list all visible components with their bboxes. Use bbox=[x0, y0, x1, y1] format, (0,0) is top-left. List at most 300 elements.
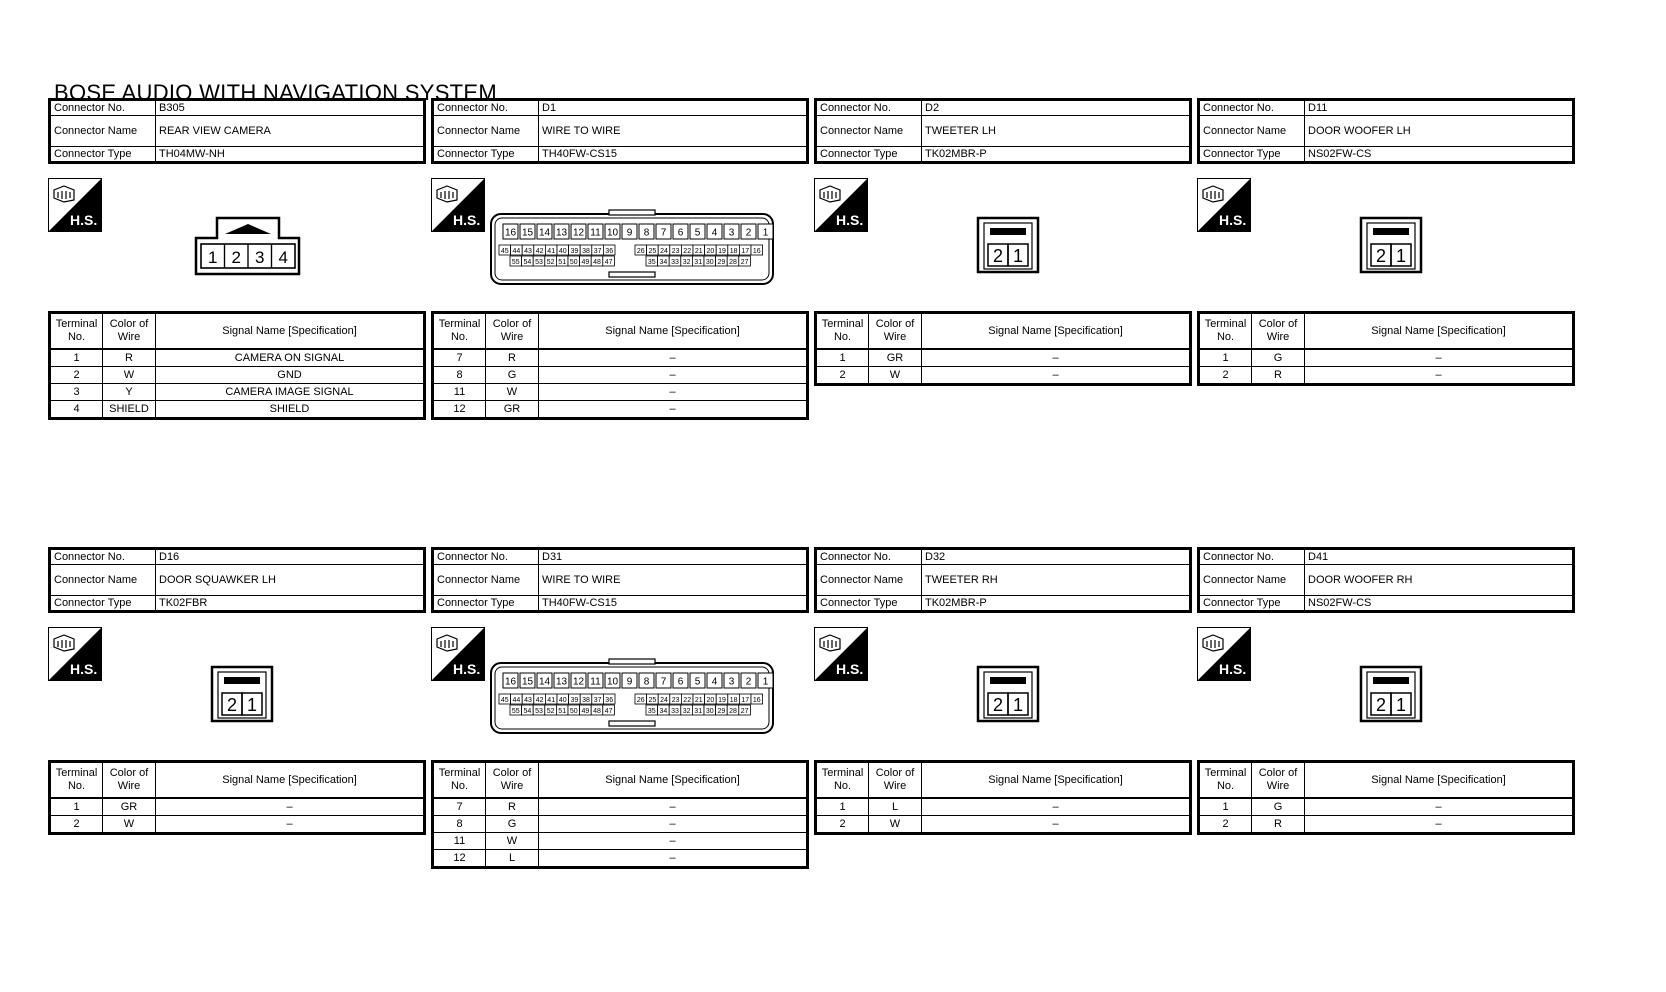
pin-number: 36 bbox=[605, 248, 614, 255]
signal-name: – bbox=[539, 833, 808, 850]
wire-color: G bbox=[1252, 349, 1305, 367]
pin-number: 48 bbox=[593, 259, 601, 266]
table-row bbox=[433, 833, 808, 850]
terminal-number: 8 bbox=[433, 816, 486, 833]
hs-label: H.S. bbox=[836, 661, 864, 677]
connector-2pin-face-diagram bbox=[1359, 665, 1423, 725]
pin-number: 11 bbox=[590, 227, 601, 239]
connector-2pin-face-diagram bbox=[976, 216, 1040, 276]
signal-name: CAMERA ON SIGNAL bbox=[156, 349, 425, 367]
terminal-no-header: Terminal No. bbox=[50, 313, 103, 350]
wire-color: W bbox=[103, 816, 156, 834]
wire-color: GR bbox=[103, 798, 156, 816]
color-of-wire-header: Color of Wire bbox=[1252, 762, 1305, 799]
pin-number: 48 bbox=[593, 708, 601, 715]
pin-number: 21 bbox=[694, 248, 703, 255]
connector-name-value: WIRE TO WIRE bbox=[539, 565, 808, 596]
connector-number-value: D31 bbox=[539, 549, 808, 565]
connector-type-label: Connector Type bbox=[1199, 147, 1305, 163]
pin-number: 53 bbox=[535, 708, 543, 715]
connector-type-label: Connector Type bbox=[816, 596, 922, 612]
pin-number: 28 bbox=[729, 259, 737, 266]
pin-number: 32 bbox=[682, 259, 691, 266]
pin-number: 45 bbox=[500, 248, 509, 255]
table-row bbox=[816, 349, 1191, 367]
connector-type-value: TK02FBR bbox=[156, 596, 425, 612]
connector-type-value: NS02FW-CS bbox=[1305, 596, 1574, 612]
signal-name: – bbox=[922, 798, 1191, 816]
connector-number-label: Connector No. bbox=[50, 100, 156, 116]
connector-number-label: Connector No. bbox=[1199, 100, 1305, 116]
color-of-wire-header: Color of Wire bbox=[869, 313, 922, 350]
terminal-table bbox=[1197, 311, 1575, 386]
connector-block bbox=[1197, 98, 1575, 388]
pin-number: 42 bbox=[535, 697, 544, 704]
connector-info-table bbox=[48, 547, 426, 613]
pin-number: 16 bbox=[504, 676, 517, 688]
connector-type-label: Connector Type bbox=[816, 147, 922, 163]
connector-number-label: Connector No. bbox=[50, 549, 156, 565]
connector-type-value: TH04MW-NH bbox=[156, 147, 425, 163]
terminal-table bbox=[1197, 760, 1575, 835]
terminal-number: 7 bbox=[433, 798, 486, 816]
pin-number: 13 bbox=[555, 227, 568, 239]
connector-info-table bbox=[1197, 547, 1575, 613]
pin-number: 2 bbox=[1375, 695, 1387, 715]
terminal-number: 8 bbox=[433, 367, 486, 384]
wire-color: SHIELD bbox=[103, 401, 156, 419]
pin-number: 37 bbox=[593, 697, 602, 704]
pin-number: 28 bbox=[729, 708, 737, 715]
pin-number: 1 bbox=[1012, 246, 1024, 266]
signal-name-header: Signal Name [Specification] bbox=[922, 762, 1191, 799]
pin-number: 34 bbox=[659, 708, 668, 715]
pin-number: 6 bbox=[677, 676, 684, 688]
table-row bbox=[50, 367, 425, 384]
terminal-number: 12 bbox=[433, 850, 486, 868]
signal-name-header: Signal Name [Specification] bbox=[1305, 313, 1574, 350]
pin-number: 31 bbox=[694, 708, 703, 715]
wire-color: R bbox=[486, 349, 539, 367]
pin-number: 44 bbox=[512, 697, 521, 704]
connector-number-label: Connector No. bbox=[1199, 549, 1305, 565]
wire-color: W bbox=[869, 816, 922, 834]
pin-number: 54 bbox=[523, 708, 532, 715]
connector-2pin-face-diagram bbox=[976, 665, 1040, 725]
pin-number: 53 bbox=[535, 259, 543, 266]
terminal-no-header: Terminal No. bbox=[50, 762, 103, 799]
pin-number: 14 bbox=[538, 676, 551, 688]
pin-number: 24 bbox=[660, 248, 668, 255]
connector-name-value: WIRE TO WIRE bbox=[539, 116, 808, 147]
hs-harness-side-icon bbox=[431, 178, 485, 232]
pin-number: 2 bbox=[745, 676, 752, 688]
pin-number: 52 bbox=[546, 708, 555, 715]
wire-color: W bbox=[103, 367, 156, 384]
pin-number: 10 bbox=[606, 227, 619, 239]
connector-number-value: B305 bbox=[156, 100, 425, 116]
pin-number: 9 bbox=[626, 227, 633, 239]
pin-number: 31 bbox=[694, 259, 703, 266]
pin-number: 50 bbox=[569, 259, 578, 266]
connector-block bbox=[814, 98, 1192, 388]
table-row bbox=[433, 798, 808, 816]
connector-block bbox=[431, 98, 809, 415]
hs-harness-side-icon bbox=[431, 627, 485, 681]
pin-number: 21 bbox=[694, 697, 703, 704]
table-row bbox=[1199, 816, 1574, 834]
connector-2pin-face-diagram bbox=[1359, 216, 1423, 276]
pin-number: 43 bbox=[524, 248, 532, 255]
terminal-table bbox=[431, 311, 809, 420]
connector-type-label: Connector Type bbox=[433, 147, 539, 163]
pin-number: 27 bbox=[740, 708, 749, 715]
pin-number: 16 bbox=[752, 248, 761, 255]
pin-number: 49 bbox=[581, 708, 590, 715]
table-row bbox=[816, 798, 1191, 816]
pin-number: 2 bbox=[226, 695, 238, 715]
pin-number: 33 bbox=[671, 708, 679, 715]
pin-number: 51 bbox=[558, 708, 567, 715]
terminal-table bbox=[814, 311, 1192, 386]
wire-color: L bbox=[486, 850, 539, 868]
table-row bbox=[433, 349, 808, 367]
pin-number: 55 bbox=[511, 259, 520, 266]
pin-number: 44 bbox=[512, 248, 521, 255]
pin-number: 15 bbox=[521, 227, 534, 239]
terminal-no-header: Terminal No. bbox=[816, 313, 869, 350]
connector-number-value: D11 bbox=[1305, 100, 1574, 116]
connector-4pin-face-diagram bbox=[193, 216, 303, 278]
terminal-number: 1 bbox=[50, 798, 103, 816]
pin-number: 8 bbox=[643, 227, 650, 239]
wire-color: W bbox=[486, 384, 539, 401]
hs-label: H.S. bbox=[453, 661, 481, 677]
signal-name: – bbox=[539, 850, 808, 868]
connector-40pin-face-diagram bbox=[489, 657, 779, 737]
table-row bbox=[50, 384, 425, 401]
terminal-number: 1 bbox=[50, 349, 103, 367]
signal-name: – bbox=[1305, 816, 1574, 834]
pin-number: 4 bbox=[711, 676, 718, 688]
connector-block bbox=[48, 547, 426, 837]
pin-number: 4 bbox=[278, 248, 288, 267]
connector-info-table bbox=[431, 98, 809, 164]
terminal-no-header: Terminal No. bbox=[1199, 762, 1252, 799]
connector-type-value: TK02MBR-P bbox=[922, 147, 1191, 163]
connector-info-table bbox=[814, 547, 1192, 613]
connector-number-value: D41 bbox=[1305, 549, 1574, 565]
connector-name-value: DOOR WOOFER LH bbox=[1305, 116, 1574, 147]
terminal-number: 1 bbox=[816, 798, 869, 816]
pin-number: 2 bbox=[992, 695, 1004, 715]
connector-2pin-face-diagram bbox=[210, 665, 274, 725]
signal-name: – bbox=[539, 798, 808, 816]
pin-number: 20 bbox=[706, 697, 715, 704]
pin-number: 18 bbox=[729, 248, 738, 255]
hs-label: H.S. bbox=[1219, 212, 1247, 228]
signal-name-header: Signal Name [Specification] bbox=[156, 762, 425, 799]
wire-color: GR bbox=[869, 349, 922, 367]
hs-harness-side-icon bbox=[814, 627, 868, 681]
pin-number: 6 bbox=[677, 227, 684, 239]
pin-number: 1 bbox=[762, 227, 769, 239]
terminal-table bbox=[431, 760, 809, 869]
connector-name-label: Connector Name bbox=[50, 116, 156, 147]
hs-label: H.S. bbox=[1219, 661, 1247, 677]
pin-number: 16 bbox=[504, 227, 517, 239]
connector-number-label: Connector No. bbox=[816, 100, 922, 116]
pin-number: 30 bbox=[705, 259, 714, 266]
pin-number: 23 bbox=[671, 697, 680, 704]
pin-number: 43 bbox=[524, 697, 532, 704]
connector-type-label: Connector Type bbox=[1199, 596, 1305, 612]
wire-color: GR bbox=[486, 401, 539, 419]
connector-info-table bbox=[48, 98, 426, 164]
terminal-no-header: Terminal No. bbox=[433, 313, 486, 350]
signal-name: – bbox=[156, 816, 425, 834]
wire-color: R bbox=[486, 798, 539, 816]
pin-number: 1 bbox=[208, 248, 218, 267]
pin-number: 2 bbox=[992, 246, 1004, 266]
signal-name-header: Signal Name [Specification] bbox=[539, 762, 808, 799]
pin-number: 26 bbox=[636, 697, 645, 704]
connector-block bbox=[1197, 547, 1575, 837]
signal-name: – bbox=[539, 816, 808, 833]
signal-name-header: Signal Name [Specification] bbox=[539, 313, 808, 350]
wire-color: G bbox=[1252, 798, 1305, 816]
table-row bbox=[433, 816, 808, 833]
terminal-no-header: Terminal No. bbox=[816, 762, 869, 799]
terminal-number: 11 bbox=[433, 833, 486, 850]
signal-name: – bbox=[1305, 349, 1574, 367]
pin-number: 7 bbox=[660, 676, 667, 688]
hs-harness-side-icon bbox=[1197, 178, 1251, 232]
connector-number-value: D16 bbox=[156, 549, 425, 565]
pin-number: 29 bbox=[717, 708, 726, 715]
connector-name-value: REAR VIEW CAMERA bbox=[156, 116, 425, 147]
connector-type-label: Connector Type bbox=[50, 596, 156, 612]
pin-number: 3 bbox=[728, 676, 735, 688]
terminal-number: 1 bbox=[816, 349, 869, 367]
terminal-number: 12 bbox=[433, 401, 486, 419]
connector-number-value: D32 bbox=[922, 549, 1191, 565]
pin-number: 15 bbox=[521, 676, 534, 688]
color-of-wire-header: Color of Wire bbox=[103, 762, 156, 799]
pin-number: 34 bbox=[659, 259, 668, 266]
pin-number: 25 bbox=[648, 248, 657, 255]
wire-color: L bbox=[869, 798, 922, 816]
signal-name: – bbox=[1305, 798, 1574, 816]
pin-number: 14 bbox=[538, 227, 551, 239]
table-row bbox=[433, 401, 808, 419]
pin-number: 22 bbox=[683, 248, 692, 255]
table-row bbox=[1199, 798, 1574, 816]
pin-number: 47 bbox=[604, 708, 613, 715]
connector-block bbox=[814, 547, 1192, 837]
pin-number: 23 bbox=[671, 248, 680, 255]
table-row bbox=[433, 367, 808, 384]
pin-number: 1 bbox=[1012, 695, 1024, 715]
color-of-wire-header: Color of Wire bbox=[869, 762, 922, 799]
pin-number: 38 bbox=[582, 697, 590, 704]
pin-number: 19 bbox=[718, 697, 726, 704]
signal-name: – bbox=[922, 367, 1191, 385]
connector-name-label: Connector Name bbox=[1199, 565, 1305, 596]
connector-number-value: D1 bbox=[539, 100, 808, 116]
wire-color: W bbox=[486, 833, 539, 850]
pin-number: 40 bbox=[558, 248, 567, 255]
connector-number-label: Connector No. bbox=[433, 549, 539, 565]
pin-number: 27 bbox=[740, 259, 749, 266]
terminal-no-header: Terminal No. bbox=[1199, 313, 1252, 350]
terminal-number: 1 bbox=[1199, 798, 1252, 816]
connector-number-label: Connector No. bbox=[816, 549, 922, 565]
table-row bbox=[50, 816, 425, 834]
connector-block bbox=[48, 98, 426, 415]
signal-name: – bbox=[539, 349, 808, 367]
connector-info-table bbox=[814, 98, 1192, 164]
wire-color: Y bbox=[103, 384, 156, 401]
pin-number: 55 bbox=[511, 708, 520, 715]
connector-name-label: Connector Name bbox=[1199, 116, 1305, 147]
signal-name-header: Signal Name [Specification] bbox=[156, 313, 425, 350]
connector-block bbox=[431, 547, 809, 864]
pin-number: 1 bbox=[246, 695, 258, 715]
pin-number: 16 bbox=[752, 697, 761, 704]
connector-number-label: Connector No. bbox=[433, 100, 539, 116]
pin-number: 1 bbox=[762, 676, 769, 688]
signal-name: CAMERA IMAGE SIGNAL bbox=[156, 384, 425, 401]
connector-name-label: Connector Name bbox=[433, 116, 539, 147]
hs-harness-side-icon bbox=[48, 178, 102, 232]
pin-number: 10 bbox=[606, 676, 619, 688]
pin-number: 36 bbox=[605, 697, 614, 704]
hs-label: H.S. bbox=[70, 661, 98, 677]
pin-number: 29 bbox=[717, 259, 726, 266]
terminal-number: 2 bbox=[50, 367, 103, 384]
color-of-wire-header: Color of Wire bbox=[486, 762, 539, 799]
terminal-number: 4 bbox=[50, 401, 103, 419]
wire-color: G bbox=[486, 816, 539, 833]
pin-number: 30 bbox=[705, 708, 714, 715]
pin-number: 3 bbox=[728, 227, 735, 239]
connector-name-value: TWEETER LH bbox=[922, 116, 1191, 147]
pin-number: 25 bbox=[648, 697, 657, 704]
table-row bbox=[50, 349, 425, 367]
connector-40pin-face-diagram bbox=[489, 208, 779, 288]
signal-name: SHIELD bbox=[156, 401, 425, 419]
wire-color: R bbox=[1252, 816, 1305, 834]
pin-number: 40 bbox=[558, 697, 567, 704]
pin-number: 51 bbox=[558, 259, 567, 266]
pin-number: 41 bbox=[547, 248, 556, 255]
table-row bbox=[50, 401, 425, 419]
pin-number: 2 bbox=[231, 248, 241, 267]
pin-number: 52 bbox=[546, 259, 555, 266]
hs-harness-side-icon bbox=[48, 627, 102, 681]
pin-number: 41 bbox=[547, 697, 556, 704]
page-title: BOSE AUDIO WITH NAVIGATION SYSTEM bbox=[54, 80, 498, 105]
hs-label: H.S. bbox=[70, 212, 98, 228]
signal-name-header: Signal Name [Specification] bbox=[1305, 762, 1574, 799]
pin-number: 47 bbox=[604, 259, 613, 266]
color-of-wire-header: Color of Wire bbox=[103, 313, 156, 350]
pin-number: 5 bbox=[694, 227, 701, 239]
connector-type-value: TH40FW-CS15 bbox=[539, 596, 808, 612]
connector-type-label: Connector Type bbox=[50, 147, 156, 163]
pin-number: 9 bbox=[626, 676, 633, 688]
connector-name-value: DOOR SQUAWKER LH bbox=[156, 565, 425, 596]
pin-number: 3 bbox=[255, 248, 265, 267]
connector-name-label: Connector Name bbox=[816, 565, 922, 596]
signal-name: – bbox=[922, 349, 1191, 367]
signal-name: – bbox=[156, 798, 425, 816]
hs-harness-side-icon bbox=[814, 178, 868, 232]
terminal-number: 7 bbox=[433, 349, 486, 367]
terminal-number: 1 bbox=[1199, 349, 1252, 367]
connector-type-value: TH40FW-CS15 bbox=[539, 147, 808, 163]
table-row bbox=[1199, 349, 1574, 367]
pin-number: 49 bbox=[581, 259, 590, 266]
table-row bbox=[1199, 367, 1574, 385]
pin-number: 33 bbox=[671, 259, 679, 266]
table-row bbox=[433, 384, 808, 401]
wire-color: R bbox=[1252, 367, 1305, 385]
pin-number: 13 bbox=[555, 676, 568, 688]
signal-name: GND bbox=[156, 367, 425, 384]
terminal-number: 2 bbox=[816, 367, 869, 385]
pin-number: 45 bbox=[500, 697, 509, 704]
pin-number: 54 bbox=[523, 259, 532, 266]
pin-number: 8 bbox=[643, 676, 650, 688]
pin-number: 4 bbox=[711, 227, 718, 239]
pin-number: 39 bbox=[570, 248, 579, 255]
terminal-number: 3 bbox=[50, 384, 103, 401]
connector-name-label: Connector Name bbox=[50, 565, 156, 596]
signal-name: – bbox=[539, 401, 808, 419]
connector-number-value: D2 bbox=[922, 100, 1191, 116]
connector-name-value: TWEETER RH bbox=[922, 565, 1191, 596]
pin-number: 11 bbox=[590, 676, 601, 688]
connector-name-value: DOOR WOOFER RH bbox=[1305, 565, 1574, 596]
signal-name: – bbox=[1305, 367, 1574, 385]
terminal-table bbox=[48, 311, 426, 420]
signal-name: – bbox=[539, 384, 808, 401]
pin-number: 17 bbox=[741, 697, 750, 704]
table-row bbox=[433, 850, 808, 868]
connector-name-label: Connector Name bbox=[816, 116, 922, 147]
pin-number: 37 bbox=[593, 248, 602, 255]
table-row bbox=[50, 798, 425, 816]
pin-number: 20 bbox=[706, 248, 715, 255]
pin-number: 18 bbox=[729, 697, 738, 704]
pin-number: 12 bbox=[572, 227, 585, 239]
terminal-no-header: Terminal No. bbox=[433, 762, 486, 799]
pin-number: 24 bbox=[660, 697, 668, 704]
pin-number: 22 bbox=[683, 697, 692, 704]
pin-number: 32 bbox=[682, 708, 691, 715]
signal-name: – bbox=[922, 816, 1191, 834]
pin-number: 17 bbox=[741, 248, 750, 255]
pin-number: 42 bbox=[535, 248, 544, 255]
color-of-wire-header: Color of Wire bbox=[1252, 313, 1305, 350]
connector-info-table bbox=[431, 547, 809, 613]
wire-color: G bbox=[486, 367, 539, 384]
terminal-table bbox=[814, 760, 1192, 835]
connector-name-label: Connector Name bbox=[433, 565, 539, 596]
table-row bbox=[816, 816, 1191, 834]
